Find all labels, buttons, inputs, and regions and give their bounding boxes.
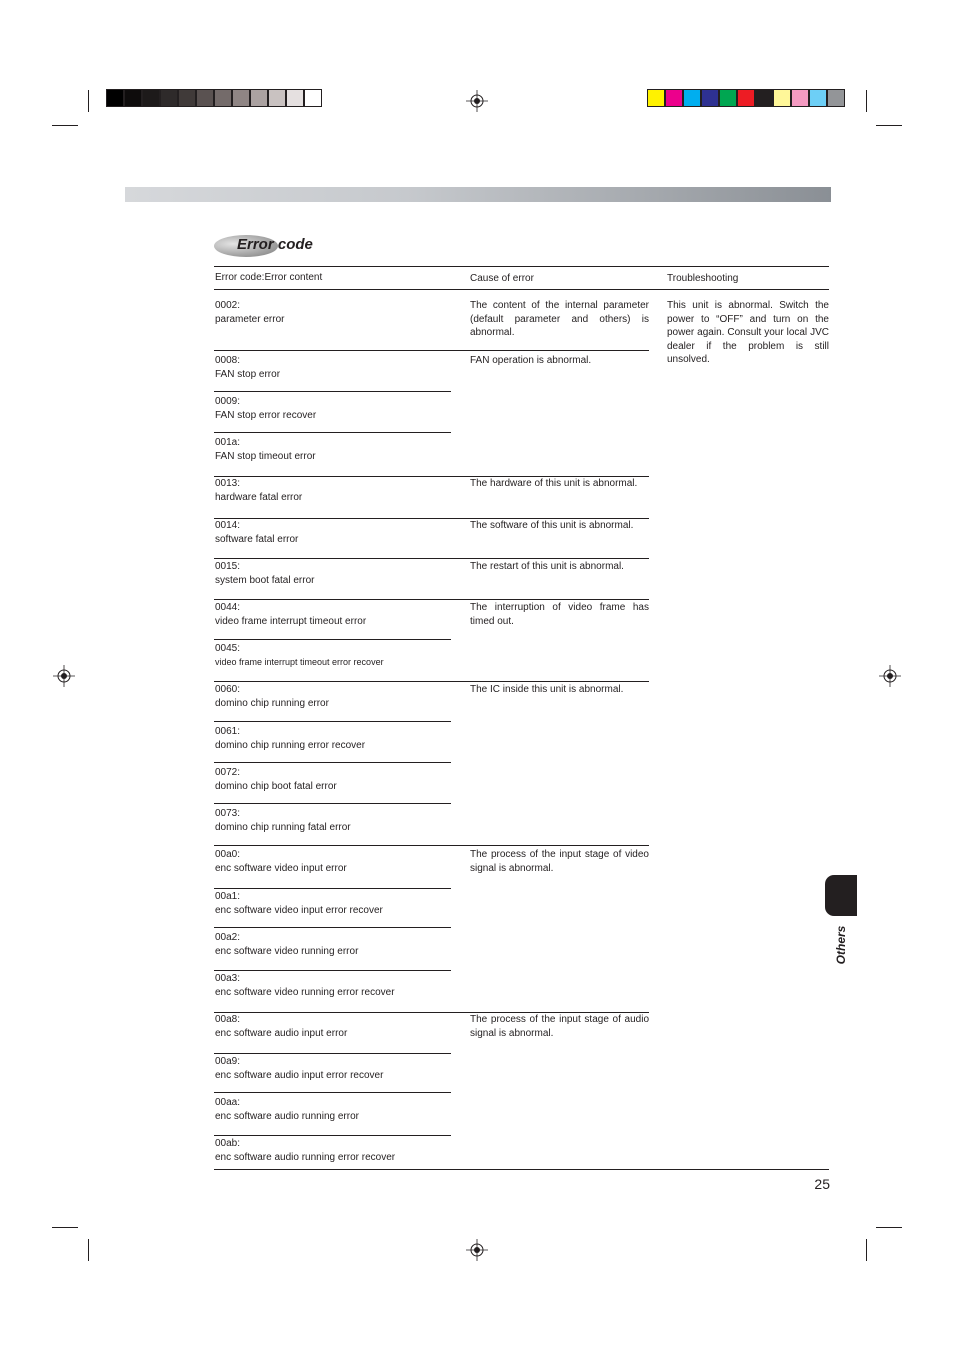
color-swatch bbox=[142, 89, 160, 107]
color-swatch bbox=[737, 89, 755, 107]
row-rule bbox=[214, 639, 451, 640]
error-code: 00a9: bbox=[215, 1056, 241, 1067]
crop-mark bbox=[52, 125, 78, 126]
error-code: 00a3: bbox=[215, 973, 241, 984]
crop-mark bbox=[866, 90, 867, 112]
color-swatch bbox=[755, 89, 773, 107]
row-rule bbox=[214, 1135, 451, 1136]
error-content: enc software video input error bbox=[215, 863, 347, 874]
error-cause: The content of the internal parameter (default parameter and others) is abnormal. bbox=[470, 300, 649, 339]
error-content: FAN stop error bbox=[215, 369, 281, 380]
crop-mark bbox=[88, 1239, 89, 1261]
error-content: enc software video running error bbox=[215, 946, 359, 957]
error-content: domino chip running error recover bbox=[215, 740, 366, 751]
troubleshooting-text: This unit is abnormal. Switch the power to “OFF” and turn on the power again. Consult your local JVC dealer if the problem is still unsolved. bbox=[667, 300, 829, 366]
table-bottom-rule bbox=[214, 1169, 829, 1170]
registration-mark-icon bbox=[466, 1239, 488, 1261]
error-code: 00a1: bbox=[215, 891, 241, 902]
error-code: 0009: bbox=[215, 396, 241, 407]
color-swatch bbox=[178, 89, 196, 107]
error-code: 0072: bbox=[215, 767, 241, 778]
row-rule bbox=[214, 1092, 451, 1093]
color-swatch bbox=[304, 89, 322, 107]
header-band bbox=[125, 187, 831, 202]
crop-mark bbox=[876, 125, 902, 126]
color-swatch bbox=[160, 89, 178, 107]
color-swatch bbox=[683, 89, 701, 107]
error-cause: The restart of this unit is abnormal. bbox=[470, 561, 624, 572]
error-content: parameter error bbox=[215, 314, 285, 325]
error-content: FAN stop timeout error bbox=[215, 451, 316, 462]
error-code: 001a: bbox=[215, 437, 241, 448]
error-content: video frame interrupt timeout error bbox=[215, 616, 367, 627]
color-swatch bbox=[719, 89, 737, 107]
error-content: enc software audio input error bbox=[215, 1028, 348, 1039]
error-content: enc software video running error recover bbox=[215, 987, 395, 998]
row-rule bbox=[214, 762, 451, 763]
error-cause: FAN operation is abnormal. bbox=[470, 355, 592, 366]
error-cause: The process of the input stage of audio signal is abnormal. bbox=[470, 1014, 649, 1039]
error-code: 0073: bbox=[215, 808, 241, 819]
column-header-troubleshooting: Troubleshooting bbox=[667, 273, 739, 284]
error-content: enc software video input error recover bbox=[215, 905, 383, 916]
error-content: system boot fatal error bbox=[215, 575, 315, 586]
color-swatch bbox=[286, 89, 304, 107]
gray-calibration-bar bbox=[106, 89, 322, 107]
error-cause: The IC inside this unit is abnormal. bbox=[470, 684, 624, 695]
error-content: enc software audio input error recover bbox=[215, 1070, 384, 1081]
error-content: FAN stop error recover bbox=[215, 410, 317, 421]
color-swatch bbox=[665, 89, 683, 107]
error-code: 00a0: bbox=[215, 849, 241, 860]
color-calibration-bar bbox=[647, 89, 845, 107]
error-code: 0013: bbox=[215, 478, 241, 489]
row-rule bbox=[214, 970, 451, 971]
color-swatch bbox=[647, 89, 665, 107]
side-tab bbox=[825, 875, 857, 916]
row-rule bbox=[214, 845, 649, 846]
crop-mark bbox=[88, 90, 89, 112]
row-rule bbox=[214, 1053, 451, 1054]
error-content: software fatal error bbox=[215, 534, 299, 545]
error-cause: The interruption of video frame has timed out. bbox=[470, 602, 649, 627]
row-rule bbox=[214, 391, 451, 392]
error-content: hardware fatal error bbox=[215, 492, 303, 503]
error-cause: The process of the input stage of video signal is abnormal. bbox=[470, 849, 649, 874]
table-top-rule bbox=[214, 266, 829, 267]
registration-mark-icon bbox=[879, 665, 901, 687]
row-rule bbox=[214, 803, 451, 804]
color-swatch bbox=[268, 89, 286, 107]
error-content: domino chip boot fatal error bbox=[215, 781, 337, 792]
crop-mark bbox=[866, 1239, 867, 1261]
error-content: domino chip running fatal error bbox=[215, 822, 351, 833]
error-code: 00a8: bbox=[215, 1014, 241, 1025]
row-rule bbox=[214, 888, 451, 889]
row-rule bbox=[214, 927, 451, 928]
error-code: 00ab: bbox=[215, 1138, 241, 1149]
page-number: 25 bbox=[814, 1176, 830, 1192]
column-header-error-code: Error code:Error content bbox=[215, 272, 323, 283]
color-swatch bbox=[232, 89, 250, 107]
color-swatch bbox=[214, 89, 232, 107]
error-content: video frame interrupt timeout error recover bbox=[215, 657, 384, 667]
error-content: enc software audio running error recover bbox=[215, 1152, 396, 1163]
error-cause: The hardware of this unit is abnormal. bbox=[470, 478, 638, 489]
row-rule bbox=[214, 558, 649, 559]
row-rule bbox=[214, 432, 451, 433]
error-code: 0061: bbox=[215, 726, 241, 737]
table-header-rule bbox=[214, 289, 829, 290]
error-code: 0044: bbox=[215, 602, 241, 613]
crop-mark bbox=[52, 1227, 78, 1228]
registration-mark-icon bbox=[53, 665, 75, 687]
registration-mark-icon bbox=[466, 90, 488, 112]
color-swatch bbox=[773, 89, 791, 107]
error-code: 00aa: bbox=[215, 1097, 241, 1108]
error-code: 00a2: bbox=[215, 932, 241, 943]
color-swatch bbox=[250, 89, 268, 107]
row-rule bbox=[214, 350, 649, 351]
section-title-text: Error code bbox=[237, 236, 313, 253]
column-header-cause: Cause of error bbox=[470, 273, 534, 284]
error-code: 0008: bbox=[215, 355, 241, 366]
side-tab-label: Others bbox=[834, 925, 848, 965]
row-rule bbox=[214, 721, 451, 722]
error-content: domino chip running error bbox=[215, 698, 329, 709]
color-swatch bbox=[106, 89, 124, 107]
error-code: 0060: bbox=[215, 684, 241, 695]
crop-mark bbox=[876, 1227, 902, 1228]
color-swatch bbox=[124, 89, 142, 107]
color-swatch bbox=[196, 89, 214, 107]
color-swatch bbox=[791, 89, 809, 107]
error-code: 0045: bbox=[215, 643, 241, 654]
error-cause: The software of this unit is abnormal. bbox=[470, 520, 634, 531]
color-swatch bbox=[809, 89, 827, 107]
row-rule bbox=[214, 599, 649, 600]
error-code: 0002: bbox=[215, 300, 241, 311]
error-code: 0014: bbox=[215, 520, 241, 531]
color-swatch bbox=[827, 89, 845, 107]
row-rule bbox=[214, 681, 649, 682]
error-code: 0015: bbox=[215, 561, 241, 572]
error-content: enc software audio running error bbox=[215, 1111, 359, 1122]
color-swatch bbox=[701, 89, 719, 107]
